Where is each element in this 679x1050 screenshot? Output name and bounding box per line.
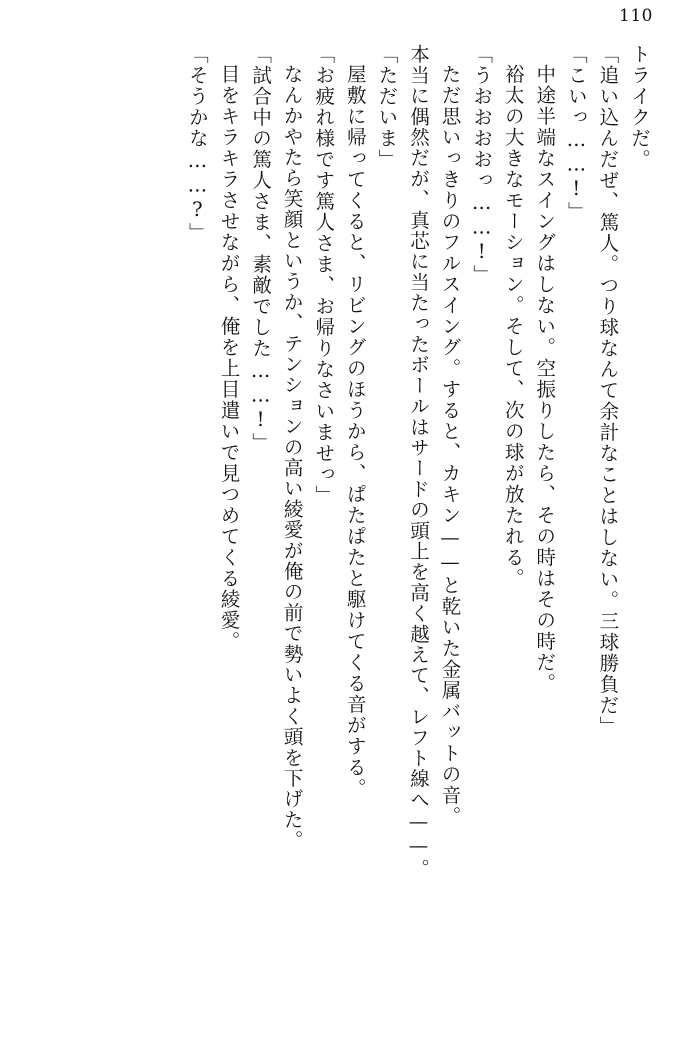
text-line: 「こいっ……!」 — [564, 44, 588, 223]
text-line: 「うおおおおっ……!」 — [470, 44, 494, 286]
text-line: 「追い込んだぜ、篤人。つり球なんて余計なことはしない。三球勝負だ」 — [596, 44, 620, 737]
text-line: 「ただいま」 — [375, 44, 399, 170]
text-line: 中途半端なスイングはしない。空振りしたら、その時はその時だ。 — [533, 64, 557, 694]
text-line: 本当に偶然だが、真芯に当たったボールはサードの頭上を高く越えて、レフト線へ——。 — [406, 44, 430, 879]
text-line: 屋敷に帰ってくると、リビングのほうから、ぱたぱたと駆けてくる音がする。 — [343, 64, 367, 799]
text-line: 目をキラキラさせながら、俺を上目遣いで見つめてくる綾愛。 — [217, 64, 241, 652]
text-line: なんかやたら笑顔というか、テンションの高い綾愛が俺の前で勢いよく頭を下げた。 — [280, 64, 304, 851]
text-line: 「そうかな……?」 — [185, 44, 209, 244]
text-line: 「お疲れ様です篤人さま、お帰りなさいませっ」 — [312, 44, 336, 506]
page-text-body — [24, 44, 655, 1022]
text-line: 「試合中の篤人さま、素敵でした……!」 — [249, 44, 273, 454]
text-line: 裕太の大きなモーション。そして、次の球が放たれる。 — [501, 64, 525, 589]
page-number: 110 — [619, 6, 653, 26]
text-line: ただ思いっきりのフルスイング。すると、カキン——と乾いた金属バットの音。 — [438, 64, 462, 827]
text-line: トライクだ。 — [628, 44, 651, 170]
